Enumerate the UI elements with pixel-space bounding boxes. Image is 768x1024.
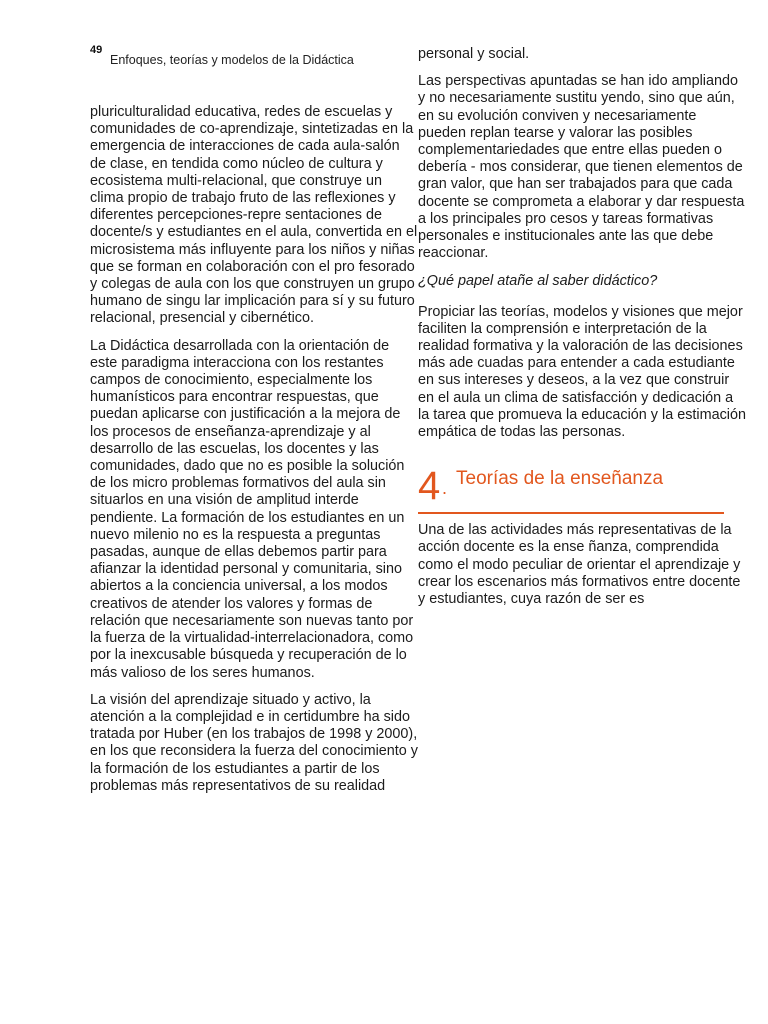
section-title: Teorías de la enseñanza — [456, 468, 664, 490]
right-column — [418, 46, 746, 608]
page-number: 49 — [90, 44, 103, 56]
paragraph: pluriculturalidad educativa, redes de escuelas y comunidades de co-aprendizaje, sintetizadas en la emergencia de interacciones de cada aula-salón de clase, en tendida como núcleo de cultura y ecosistema multi-relacional, que construye un clima propio de trabajo fruto de las reflexiones y diferentes percepciones-repre sentaciones de docente/s y estudiantes en el aula, convertida en el microsistema más influyente para los niños y niñas que se forman en colaboración con el pro fesorado y colegas de aula con los que construyen un grupo humano de singu lar implicación para sí y su futuro relacional, presencial y cibernético. — [90, 104, 418, 327]
paragraph: La visión del aprendizaje situado y activo, la atención a la complejidad e in certidumbre ha sido tratada por Huber (en los trabajos de 1998 y 2000), en los que reconsidera la fuerza del conocimiento y la formación de los estudiantes a partir de los problemas más representativos de su realidad — [90, 691, 418, 794]
paragraph: La Didáctica desarrollada con la orientación de este paradigma interacciona con los restantes campos de conocimiento, especialmente los humanísticos para encontrar respuestas, que puedan aplicarse con justificación a la mejora de los procesos de enseñanza-aprendizaje y al desarrollo de las escuelas, los docentes y las comunidades, dado que no es posible la solución de los micro problemas formativos del aula sin situarlos en una visión de amplitud interde pendiente. La formación de los estudiantes en un nuevo milenio no es la respuesta a preguntas pasadas, aunque de ellas debemos partir para afianzar la identidad personal y comunitaria, sino abiertos a la conciencia universal, a los modos creativos de atender los valores y formas de relación que necesariamente son nuevas tanto por la fuerza de la virtualidad-interrelacionadora, como por la inexcusable búsqueda y recuperación de lo más valioso de los seres humanos. — [90, 337, 414, 681]
left-column — [90, 104, 418, 795]
running-title: Enfoques, teorías y modelos de la Didáctica — [110, 53, 354, 67]
section-heading — [418, 466, 724, 514]
section-number: 4 — [418, 464, 441, 509]
paragraph: Una de las actividades más representativas de la acción docente es la ense ñanza, comprendida como el modo peculiar de orientar el aprendizaje y crear los escenarios más formativos entre docente y estudiantes, cuya razón de ser es — [418, 522, 741, 608]
section-question: ¿Qué papel atañe al saber didáctico? — [418, 273, 658, 290]
section-number-dot: . — [442, 478, 448, 499]
paragraph: personal y social. — [418, 46, 530, 62]
paragraph: Propiciar las teorías, modelos y visiones que mejor faciliten la comprensión e interpretación de la realidad formativa y la valoración de las decisiones más ade cuadas para entender a cada estudiante en sus intereses y deseos, a la vez que construir en el aula un clima de satisfacción y dedicación a la tarea que promueva la educación y la estimación empática de todas las personas. — [418, 303, 746, 441]
paragraph: Las perspectivas apuntadas se han ido ampliando y no necesariamente sustitu yendo, sino que aún, en su evolución conviven y necesariamente pueden replan tearse y valorar las posibles complementariedades que entre ellas pueden o debería - mos considerar, que tienen elementos de gran valor, que han ser trabajados para que cada docente se comprometa a elaborar y dar respuesta a los principales pro cesos y tareas formativas personales e institucionales ante las que debe reaccionar. — [418, 73, 745, 262]
page-header — [90, 44, 420, 74]
